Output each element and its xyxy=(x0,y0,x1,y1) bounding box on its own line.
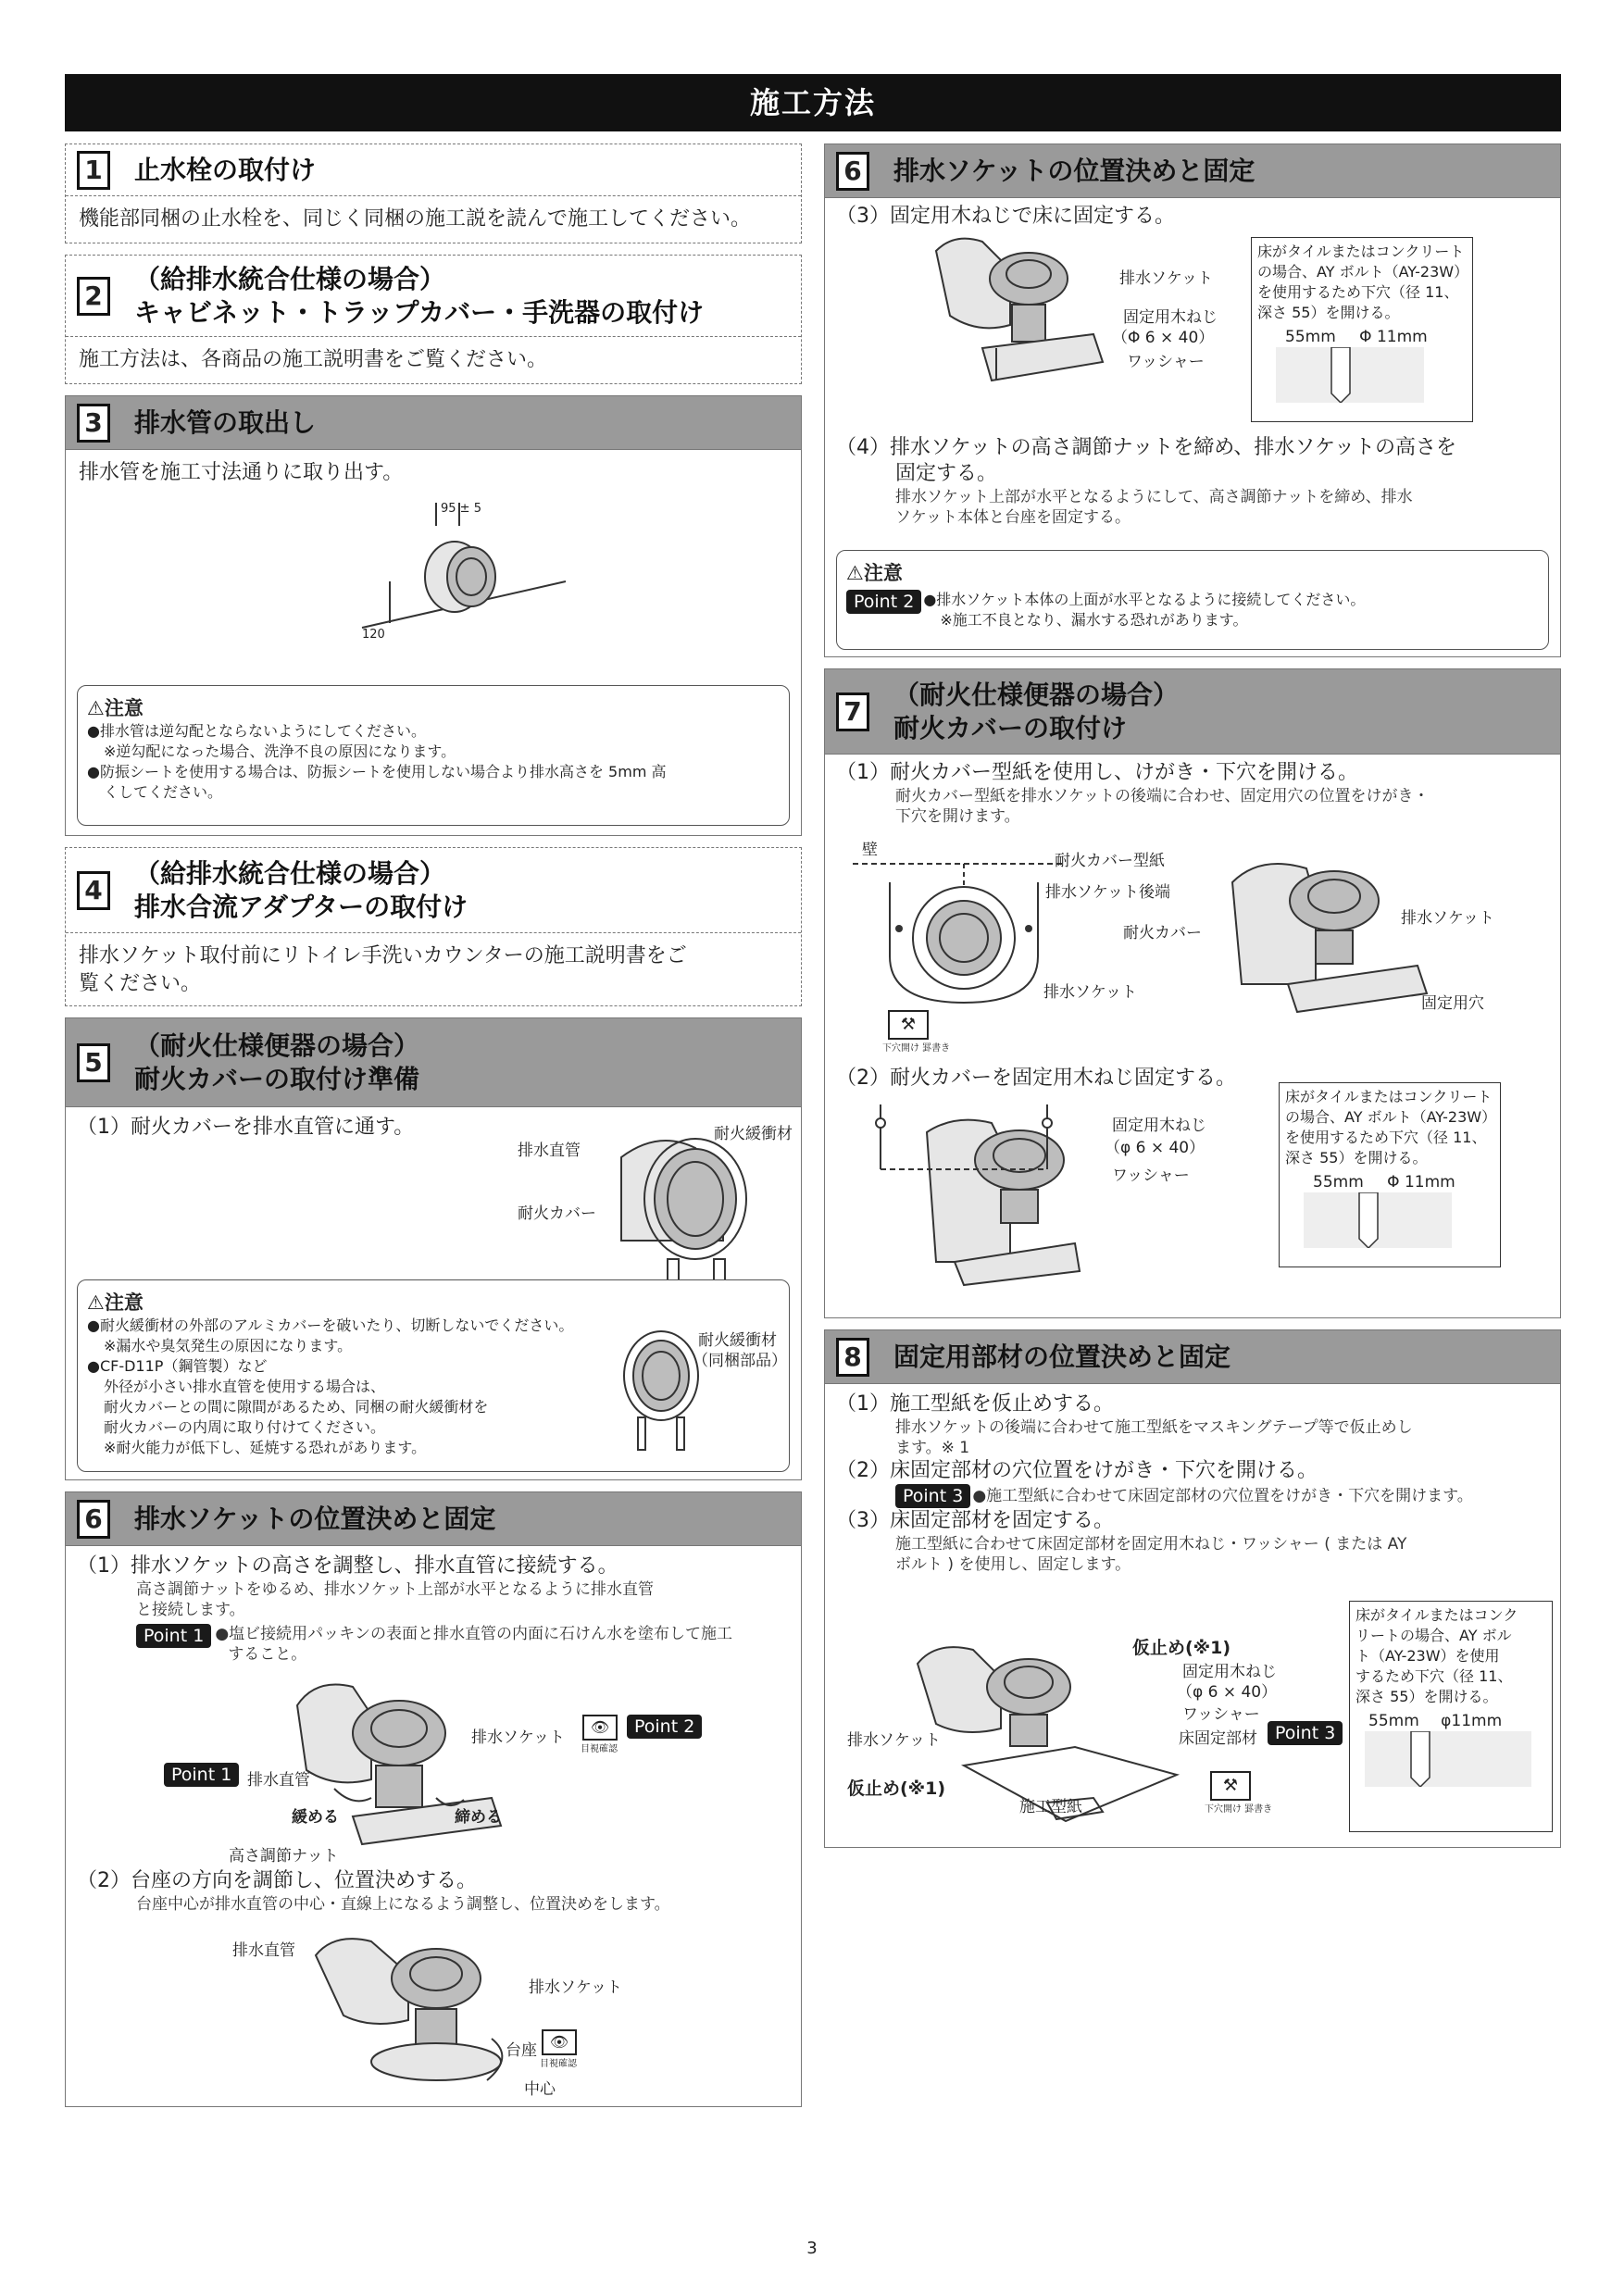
point-1-row xyxy=(77,1624,790,1665)
drill-hole-diagram xyxy=(1355,1731,1541,1787)
label-washer: ワッシャー xyxy=(1112,1167,1190,1185)
caution-item: ●排水ソケット本体の上面が水平となるように接続してください。 xyxy=(923,591,1366,608)
note-line: 深さ 55）を開ける。 xyxy=(1257,304,1400,321)
step-2-sub: 台座中心が排水直管の中心・直線上になるよう調整し、位置決めをします。 xyxy=(136,1895,670,1914)
caution-heading: ⚠注意 xyxy=(87,1292,144,1314)
section-title-line1: （耐火仕様便器の場合） xyxy=(893,679,1180,710)
section-number: 5 xyxy=(77,1043,110,1082)
floor-note xyxy=(1279,1082,1501,1267)
section-6-header xyxy=(825,144,1560,198)
section-title-line1: （給排水統合仕様の場合） xyxy=(134,263,446,294)
step-3-sub: ボルト ) を使用し、固定します。 xyxy=(895,1555,1131,1574)
body-line: 覧ください。 xyxy=(79,972,202,995)
label-tack-1: 仮止め(※1) xyxy=(1132,1638,1231,1658)
section-title-line2: 耐火カバーの取付け準備 xyxy=(134,1063,420,1094)
section-title: 排水管の取出し xyxy=(134,406,317,438)
step-4-sub: ソケット本体と台座を固定する。 xyxy=(895,508,1131,527)
step-4-sub: 排水ソケット上部が水平となるようにして、高さ調節ナットを締め、排水 xyxy=(895,488,1413,506)
dim-depth: 55mm xyxy=(1368,1712,1419,1730)
section-title-line1: （給排水統合仕様の場合） xyxy=(134,857,446,889)
section-7 xyxy=(824,668,1561,1318)
label-center: 中心 xyxy=(524,2080,556,2099)
dim-depth: 55mm xyxy=(1313,1173,1364,1192)
step-4: （4）排水ソケットの高さ調節ナットを締め、排水ソケットの高さを xyxy=(836,436,1457,459)
caution-item: ●排水管は逆勾配とならないようにしてください。 xyxy=(87,722,426,740)
section-3-body: 排水管を施工寸法通りに取り出す。 xyxy=(79,461,404,484)
caution-item: ※施工不良となり、漏水する恐れがあります。 xyxy=(940,611,1248,629)
page-number: 3 xyxy=(806,2239,818,2258)
caution-item: ●防振シートを使用する場合は、防振シートを使用しない場合より排水高さを 5mm 高 xyxy=(87,763,667,780)
note-dims xyxy=(1257,327,1467,347)
section-title-line1: （耐火仕様便器の場合） xyxy=(134,1029,420,1061)
section-8 xyxy=(824,1329,1561,1848)
point-1-text: ●塩ビ接続用パッキンの表面と排水直管の内面に石けん水を塗布して施工 xyxy=(215,1625,732,1643)
note-line: 深さ 55）を開ける。 xyxy=(1355,1688,1498,1705)
caution-heading: ⚠注意 xyxy=(87,697,144,719)
note-line: 床がタイルまたはコンクリート xyxy=(1285,1088,1493,1105)
label-screw: 固定用木ねじ xyxy=(1123,308,1218,327)
step-3: （3）固定用木ねじで床に固定する。 xyxy=(836,205,1175,228)
caution-item: くしてください。 xyxy=(104,783,223,801)
label-tighten: 締める xyxy=(455,1808,502,1827)
section-title-line2: 排水合流アダプターの取付け xyxy=(134,891,468,922)
note-line: 深さ 55）を開ける。 xyxy=(1285,1149,1428,1167)
section-number: 3 xyxy=(77,404,110,443)
point-1-badge: Point 1 xyxy=(136,1624,211,1648)
label-washer: ワッシャー xyxy=(1127,353,1205,371)
label-buffer: 耐火緩衝材 xyxy=(714,1125,793,1143)
section-1-header xyxy=(66,144,801,196)
section-7-header xyxy=(825,669,1560,755)
label-visual-2: 目視確認 xyxy=(540,2059,577,2069)
label-screw: 固定用木ねじ xyxy=(1182,1663,1277,1681)
point-1-text: すること。 xyxy=(228,1645,307,1664)
caution-item: 耐火カバーの内周に取り付けてください。 xyxy=(104,1418,386,1436)
label-pipe: 排水直管 xyxy=(247,1771,310,1790)
label-drill: 下穴開け 罫書き xyxy=(882,1043,951,1054)
visual-check-icon: 👁 xyxy=(582,1715,618,1741)
label-socket-rear: 排水ソケット後端 xyxy=(1045,883,1170,902)
step-3-sub: 施工型紙に合わせて床固定部材を固定用木ねじ・ワッシャー ( または AY xyxy=(895,1535,1407,1554)
label-tack-2: 仮止め(※1) xyxy=(847,1778,946,1799)
label-socket: 排水ソケット xyxy=(1043,983,1137,1002)
dimension-120: 120 xyxy=(362,628,385,642)
note-line: リートの場合、AY ボル xyxy=(1355,1627,1512,1644)
dim-diameter: Φ 11mm xyxy=(1387,1173,1455,1192)
label-spec: （Φ 6 × 40） xyxy=(1112,329,1215,347)
label-socket: 排水ソケット xyxy=(471,1728,565,1747)
step-1: （1）耐火カバー型紙を使用し、けがき・下穴を開ける。 xyxy=(836,761,1358,784)
label-spec: （φ 6 × 40） xyxy=(1177,1683,1278,1702)
section-5 xyxy=(65,1017,802,1480)
step-1-block xyxy=(77,1554,790,1665)
label-cover: 耐火カバー xyxy=(518,1204,596,1223)
section-title: 固定用部材の位置決めと固定 xyxy=(893,1341,1231,1372)
section-title: 排水ソケットの位置決めと固定 xyxy=(134,1503,496,1534)
caution-item: 耐火カバーとの間に隙間があるため、同梱の耐火緩衝材を xyxy=(104,1398,489,1416)
section-3-caution xyxy=(77,685,790,826)
section-6-caution xyxy=(836,550,1549,650)
drill-hole-diagram xyxy=(1257,347,1443,403)
step-1-block xyxy=(836,760,1549,827)
section-title: 止水栓の取付け xyxy=(134,154,317,185)
dimension-95: 95 ± 5 xyxy=(441,502,481,516)
step-1: （1）排水ソケットの高さを調整し、排水直管に接続する。 xyxy=(77,1554,618,1578)
label-visual: 目視確認 xyxy=(581,1744,618,1754)
step-2-sub: ●施工型紙に合わせて床固定部材の穴位置をけがき・下穴を開けます。 xyxy=(972,1487,1473,1505)
buffer-illustration xyxy=(610,1325,712,1454)
caution-item: ※耐火能力が低下し、延焼する恐れがあります。 xyxy=(104,1439,427,1456)
note-line: を使用するため下穴（径 11、 xyxy=(1285,1129,1487,1146)
section-6-left xyxy=(65,1491,802,2107)
label-socket: 排水ソケット xyxy=(847,1731,941,1750)
note-line: ト（AY-23W）を使用 xyxy=(1355,1647,1500,1665)
step-2: （2）台座の方向を調節し、位置決めする。 xyxy=(77,1869,477,1892)
caution-point-row xyxy=(846,590,1539,630)
section-title-line2: キャビネット・トラップカバー・手洗器の取付け xyxy=(134,296,705,328)
note-line: の場合、AY ボルト（AY-23W） xyxy=(1285,1108,1497,1126)
label-floor-part: 床固定部材 xyxy=(1179,1729,1257,1748)
section-1-body: 機能部同梱の止水栓を、同じく同梱の施工説を読んで施工してください。 xyxy=(79,207,752,231)
step-1-sub: 高さ調節ナットをゆるめ、排水ソケット上部が水平となるように排水直管 xyxy=(136,1580,654,1599)
step-3: （3）床固定部材を固定する。 xyxy=(836,1509,1114,1532)
caution-item: ●CF-D11P（鋼管製）など xyxy=(87,1357,268,1375)
note-line: するため下穴（径 11、 xyxy=(1355,1667,1513,1685)
label-socket-2: 排水ソケット xyxy=(1401,909,1494,928)
label-screw: 固定用木ねじ xyxy=(1112,1117,1206,1135)
label-template: 施工型紙 xyxy=(1019,1798,1082,1816)
label-washer: ワッシャー xyxy=(1182,1705,1260,1724)
base-direction-illustration xyxy=(306,1928,584,2094)
dim-diameter: Φ 11mm xyxy=(1359,328,1428,346)
note-dims xyxy=(1355,1711,1546,1731)
point-3-badge-diagram: Point 3 xyxy=(1268,1721,1343,1745)
section-4-header xyxy=(66,848,801,933)
template-illustration xyxy=(853,855,1075,1012)
section-title: 排水ソケットの位置決めと固定 xyxy=(893,155,1255,186)
note-line: の場合、AY ボルト（AY-23W） xyxy=(1257,263,1469,281)
caution-item: ※逆勾配になった場合、洗浄不良の原因になります。 xyxy=(104,742,456,760)
section-4 xyxy=(65,847,802,1006)
cover-socket-illustration xyxy=(1214,855,1436,1021)
section-number: 7 xyxy=(836,693,869,731)
drill-hole-diagram xyxy=(1285,1192,1470,1248)
page-title: 施工方法 xyxy=(65,74,1561,131)
dim-depth: 55mm xyxy=(1285,328,1336,346)
label-loosen: 緩める xyxy=(292,1808,339,1827)
step-1-sub: 排水ソケットの後端に合わせて施工型紙をマスキングテープ等で仮止めし xyxy=(895,1418,1413,1437)
caution-heading: ⚠注意 xyxy=(846,562,903,584)
label-buffer-2: 耐火緩衝材 xyxy=(698,1331,777,1350)
step-1-sub: 耐火カバー型紙を排水ソケットの後端に合わせ、固定用穴の位置をけがき・ xyxy=(895,787,1430,805)
label-wall: 壁 xyxy=(862,841,878,859)
label-pipe: 排水直管 xyxy=(518,1142,581,1160)
step-2-block xyxy=(77,1868,790,1915)
section-3-header xyxy=(66,396,801,450)
section-1 xyxy=(65,144,802,243)
body-line: 排水ソケット取付前にリトイレ手洗いカウンターの施工説明書をご xyxy=(79,944,687,967)
label-template: 耐火カバー型紙 xyxy=(1055,852,1165,870)
note-dims xyxy=(1285,1172,1494,1192)
point-2-badge: Point 2 xyxy=(846,590,921,614)
section-5-caution xyxy=(77,1279,790,1472)
drill-icon: ⚒ xyxy=(888,1010,929,1040)
label-cover: 耐火カバー xyxy=(1123,924,1202,942)
section-number: 6 xyxy=(77,1500,110,1539)
section-8-header xyxy=(825,1330,1560,1384)
point-3-badge: Point 3 xyxy=(895,1484,970,1508)
floor-note xyxy=(1251,237,1473,422)
section-6-header xyxy=(66,1492,801,1546)
step-1-sub: 下穴を開けます。 xyxy=(895,807,1020,826)
label-included: （同梱部品） xyxy=(693,1352,787,1370)
label-pipe-2: 排水直管 xyxy=(232,1941,295,1960)
step-4-block xyxy=(836,435,1549,528)
point-2-badge: Point 2 xyxy=(627,1715,702,1739)
section-4-body xyxy=(66,933,801,1007)
section-number: 2 xyxy=(77,277,110,316)
caution-item: ※漏水や臭気発生の原因になります。 xyxy=(104,1337,353,1354)
socket-height-illustration xyxy=(279,1678,575,1863)
section-3 xyxy=(65,395,802,836)
step-1: （1）施工型紙を仮止めする。 xyxy=(836,1392,1114,1416)
caution-item: ●耐火緩衝材の外部のアルミカバーを破いたり、切断しないでください。 xyxy=(87,1316,574,1334)
section-2 xyxy=(65,255,802,384)
section-number: 4 xyxy=(77,871,110,910)
label-spec: （φ 6 × 40） xyxy=(1105,1139,1206,1157)
socket-fix-illustration xyxy=(927,232,1112,394)
step-1-sub: ます。※ 1 xyxy=(895,1439,970,1457)
point-3-row xyxy=(836,1484,1549,1508)
point-1-badge-diagram: Point 1 xyxy=(164,1763,239,1787)
label-hole: 固定用穴 xyxy=(1421,994,1484,1013)
caution-item: 外径が小さい排水直管を使用する場合は、 xyxy=(104,1378,386,1395)
visual-check-icon-2: 👁 xyxy=(542,2029,577,2055)
step-4: 固定する。 xyxy=(895,462,998,485)
section-5-header xyxy=(66,1018,801,1107)
label-socket-2: 排水ソケット xyxy=(529,1978,622,1997)
section-number: 1 xyxy=(77,151,110,190)
section-title-line2: 耐火カバーの取付け xyxy=(893,712,1128,743)
floor-note xyxy=(1349,1601,1553,1832)
note-line: を使用するため下穴（径 11、 xyxy=(1257,283,1459,301)
step-2: （2）耐火カバーを固定用木ねじ固定する。 xyxy=(836,1067,1236,1090)
label-drill: 下穴開け 罫書き xyxy=(1205,1804,1273,1815)
note-line: 床がタイルまたはコンクリート xyxy=(1257,243,1465,260)
step-1: （1）耐火カバーを排水直管に通す。 xyxy=(77,1116,415,1139)
step-1-sub: と接続します。 xyxy=(136,1601,245,1619)
step-2: （2）床固定部材の穴位置をけがき・下穴を開ける。 xyxy=(836,1459,1318,1482)
note-line: 床がタイルまたはコンク xyxy=(1355,1606,1518,1624)
drill-icon: ⚒ xyxy=(1210,1771,1251,1801)
cover-fix-illustration xyxy=(871,1104,1084,1290)
section-2-body: 施工方法は、各商品の施工説明書をご覧ください。 xyxy=(79,348,548,371)
steps-block xyxy=(836,1391,1549,1575)
dim-diameter: φ11mm xyxy=(1441,1712,1503,1730)
section-number: 8 xyxy=(836,1338,869,1377)
section-number: 6 xyxy=(836,152,869,191)
label-base: 台座 xyxy=(506,2041,537,2060)
label-nut: 高さ調節ナット xyxy=(229,1847,339,1866)
section-6-right xyxy=(824,144,1561,657)
label-socket: 排水ソケット xyxy=(1119,269,1213,288)
section-2-header xyxy=(66,256,801,337)
